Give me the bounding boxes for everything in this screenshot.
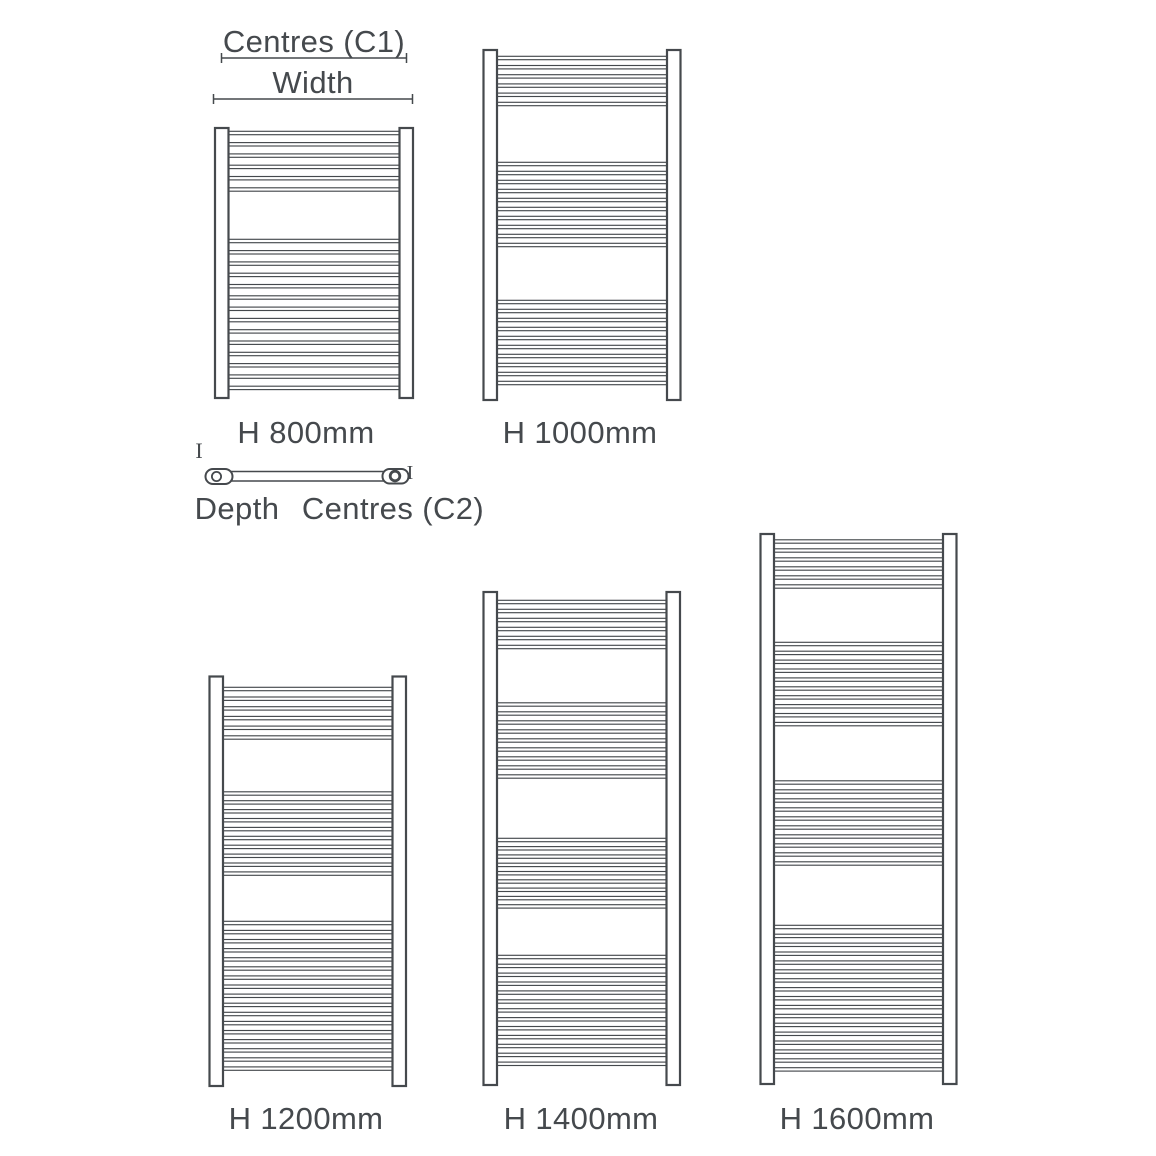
radiator-bar (497, 327, 667, 330)
radiator-bar (223, 985, 393, 988)
radiator-rail-left (210, 677, 224, 1087)
radiator-bar (229, 177, 400, 180)
radiator-bar (497, 102, 667, 105)
radiator-bar (497, 171, 667, 174)
radiator-rail-right (667, 50, 681, 400)
radiator-bar (497, 381, 667, 384)
radiator-bar (229, 251, 400, 254)
radiator-bar (497, 775, 667, 778)
radiator-bar (497, 243, 667, 246)
radiator-bar (229, 188, 400, 191)
radiator-bar (774, 1050, 943, 1053)
radiator-h-1200 (210, 677, 407, 1087)
radiator-bar (223, 872, 393, 875)
width-label: Width (272, 65, 354, 100)
radiator-bar (223, 707, 393, 710)
depth-tube (229, 472, 387, 482)
radiator-bar (229, 262, 400, 265)
radiator-bar (229, 330, 400, 333)
radiator-bar (497, 600, 667, 603)
height-800-label: H 800mm (237, 415, 375, 450)
radiator-bar (229, 165, 400, 168)
radiator-bar (497, 863, 667, 866)
radiator-bar (774, 826, 943, 829)
radiator-bar (497, 84, 667, 87)
radiator-bar (497, 216, 667, 219)
radiator-bar (223, 819, 393, 822)
radiator-bar (497, 1062, 667, 1065)
radiator-bar (229, 341, 400, 344)
radiator-bar (497, 225, 667, 228)
radiator-bar (229, 131, 400, 134)
radiator-bar (774, 1014, 943, 1017)
radiator-bar (497, 757, 667, 760)
radiator-bar (497, 56, 667, 59)
radiator-bar (229, 307, 400, 310)
radiator-bar (774, 790, 943, 793)
radiator-bar (223, 1049, 393, 1052)
radiator-rail-left (761, 534, 775, 1084)
radiator-bar (497, 1018, 667, 1021)
radiator-bar (774, 1005, 943, 1008)
radiator-bar (774, 540, 943, 543)
radiator-bar (497, 838, 667, 841)
radiator-bar (497, 336, 667, 339)
radiator-bar (497, 309, 667, 312)
radiator-bar (774, 970, 943, 973)
radiator-bar (223, 958, 393, 961)
radiator-bar (223, 801, 393, 804)
radiator-bar (774, 651, 943, 654)
radiator-bar (223, 1067, 393, 1070)
radiator-bar (229, 285, 400, 288)
radiator-bar (497, 75, 667, 78)
radiator-bar (497, 888, 667, 891)
radiator-bar (223, 1012, 393, 1015)
radiator-rail-left (484, 50, 498, 400)
radiator-bar (497, 712, 667, 715)
radiator-bar (774, 1023, 943, 1026)
radiator-bar (774, 808, 943, 811)
radiator-bar (223, 827, 393, 830)
radiator-bar (223, 930, 393, 933)
radiator-bar (223, 1021, 393, 1024)
height-1600-label: H 1600mm (779, 1101, 935, 1136)
radiator-rail-right (943, 534, 957, 1084)
radiator-bar (774, 817, 943, 820)
radiator-bar (497, 991, 667, 994)
radiator-bar (774, 722, 943, 725)
radiator-bar (774, 979, 943, 982)
radiator-bar (497, 872, 667, 875)
radiator-bar (497, 766, 667, 769)
height-1000-label: H 1000mm (502, 415, 658, 450)
radiator-bar (497, 905, 667, 908)
radiator-bar (223, 949, 393, 952)
radiator-bar (223, 994, 393, 997)
radiator-bar (229, 143, 400, 146)
depth-section-marker-right-icon: I (406, 462, 414, 484)
depth-ring-right (390, 471, 400, 481)
radiator-bar (497, 300, 667, 303)
radiator-bar (774, 714, 943, 717)
radiator-bar (223, 976, 393, 979)
depth-label: Depth (194, 491, 280, 526)
radiator-h-1000 (484, 50, 681, 400)
radiator-bar (229, 273, 400, 276)
radiator-bar (229, 154, 400, 157)
radiator-bar (774, 642, 943, 645)
radiator-h-1600 (761, 534, 957, 1084)
depth-top-view (206, 469, 409, 484)
radiator-h-800 (215, 128, 413, 398)
radiator-bar (223, 967, 393, 970)
radiator-bar (774, 862, 943, 865)
radiator-bar (497, 955, 667, 958)
radiator-bar (497, 896, 667, 899)
radiator-bar (774, 678, 943, 681)
radiator-bar (774, 1041, 943, 1044)
radiator-bar (223, 810, 393, 813)
radiator-h-1400 (484, 592, 681, 1085)
radiator-bar (774, 558, 943, 561)
radiator-bar (774, 669, 943, 672)
radiator-bar (497, 703, 667, 706)
radiator-bar (774, 943, 943, 946)
radiator-bar (774, 660, 943, 663)
radiator-bar (223, 792, 393, 795)
radiator-rail-left (484, 592, 498, 1085)
radiator-bar (223, 687, 393, 690)
radiator-bar (497, 93, 667, 96)
radiator-bar (229, 296, 400, 299)
radiator-bar (774, 687, 943, 690)
radiator-bar (229, 386, 400, 389)
radiator-bar (223, 1031, 393, 1034)
radiator-bar (497, 627, 667, 630)
radiator-bar (497, 162, 667, 165)
radiator-bar (497, 964, 667, 967)
radiator-bar (497, 1053, 667, 1056)
radiator-bar (223, 863, 393, 866)
radiator-bar (497, 189, 667, 192)
radiator-bar (774, 961, 943, 964)
radiator-bar (497, 1027, 667, 1030)
radiator-bar (497, 1009, 667, 1012)
radiator-bar (497, 363, 667, 366)
radiator-bar (497, 207, 667, 210)
radiator-bar (774, 925, 943, 928)
radiator-bar (774, 781, 943, 784)
radiator-bar (223, 921, 393, 924)
radiator-bar (774, 1032, 943, 1035)
radiator-bar (774, 567, 943, 570)
radiator-bar (774, 934, 943, 937)
radiator-bar (229, 239, 400, 242)
radiator-bar (497, 1000, 667, 1003)
radiator-bar (497, 982, 667, 985)
radiator-bar (229, 375, 400, 378)
radiator-bar (223, 736, 393, 739)
radiator-bar (774, 844, 943, 847)
centres-c1-label: Centres (C1) (222, 24, 406, 59)
radiator-bar (497, 880, 667, 883)
radiator-bar (497, 1035, 667, 1038)
radiator-bar (497, 721, 667, 724)
radiator-bar (774, 705, 943, 708)
radiator-bar (497, 847, 667, 850)
radiator-bar (223, 697, 393, 700)
radiator-bar (774, 853, 943, 856)
radiator-bar (229, 364, 400, 367)
height-1200-label: H 1200mm (228, 1101, 384, 1136)
radiator-bar (497, 354, 667, 357)
radiator-bar (774, 1059, 943, 1062)
radiator-bar (497, 855, 667, 858)
radiator-bar (774, 835, 943, 838)
radiator-bar (497, 66, 667, 69)
radiator-bar (774, 549, 943, 552)
radiator-bar (774, 585, 943, 588)
radiator-bar (497, 318, 667, 321)
radiator-bar (774, 576, 943, 579)
radiator-bar (229, 318, 400, 321)
radiator-bar (223, 726, 393, 729)
radiator-bar (223, 854, 393, 857)
radiator-bar (497, 645, 667, 648)
radiator-bar (497, 730, 667, 733)
height-1400-label: H 1400mm (503, 1101, 659, 1136)
radiator-bar (497, 345, 667, 348)
radiator-bar (497, 636, 667, 639)
radiator-bar (497, 618, 667, 621)
radiator-bar (774, 1068, 943, 1071)
radiator-rail-right (393, 677, 407, 1087)
radiator-bar (497, 372, 667, 375)
radiator-bar (223, 845, 393, 848)
radiator-bar (497, 739, 667, 742)
radiator-bar (774, 799, 943, 802)
radiator-bar (497, 609, 667, 612)
centres-c2-label: Centres (C2) (301, 491, 485, 526)
radiator-bar (497, 180, 667, 183)
radiator-bar (497, 973, 667, 976)
radiator-bar (223, 1040, 393, 1043)
radiator-bar (774, 696, 943, 699)
radiator-bar (497, 1044, 667, 1047)
depth-section-marker-left-icon: I (195, 438, 203, 463)
radiator-rail-right (667, 592, 681, 1085)
radiator-bar (497, 198, 667, 201)
radiator-rail-left (215, 128, 229, 398)
radiator-bar (223, 716, 393, 719)
radiator-bar (223, 1058, 393, 1061)
radiator-bar (497, 234, 667, 237)
radiator-bar (229, 352, 400, 355)
radiator-bar (223, 836, 393, 839)
radiator-rail-right (400, 128, 414, 398)
depth-ring-left (212, 472, 221, 481)
radiator-bar (774, 988, 943, 991)
radiator-bar (497, 748, 667, 751)
radiator-bar (223, 1003, 393, 1006)
radiator-bar (223, 940, 393, 943)
radiator-bar (774, 952, 943, 955)
radiator-bar (774, 997, 943, 1000)
